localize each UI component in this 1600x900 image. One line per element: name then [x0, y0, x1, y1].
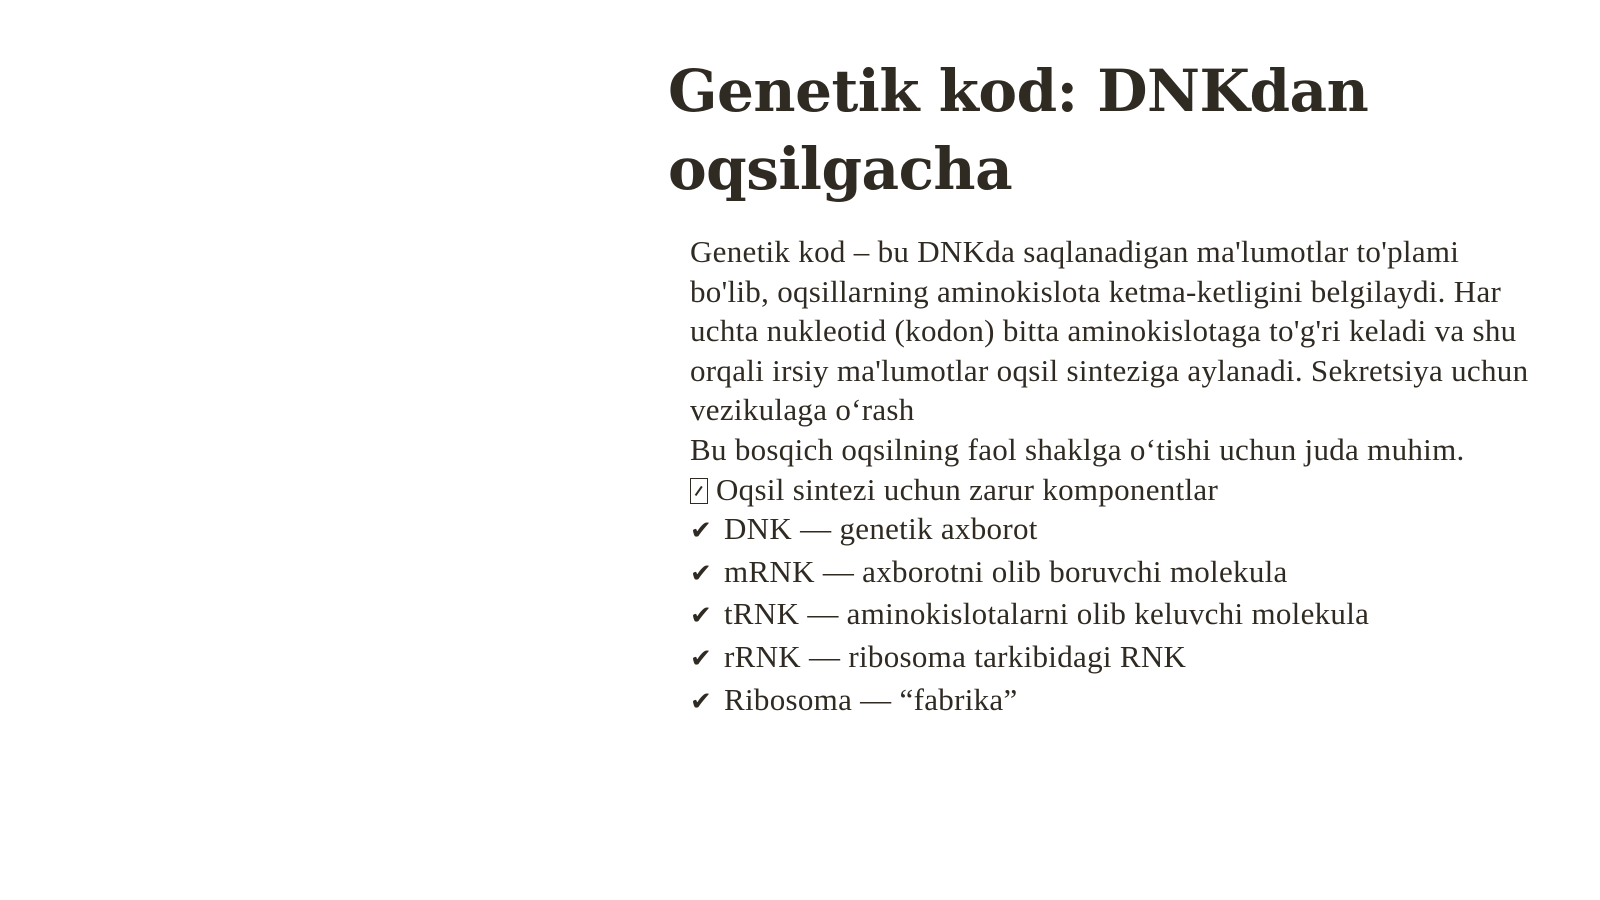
- check-icon: ✔: [690, 686, 713, 717]
- component-item-label: rRNK — ribosoma tarkibidagi RNK: [724, 638, 1187, 674]
- component-item-rrnk: [690, 637, 1530, 680]
- body-paragraph-2: Bu bosqich oqsilning faol shaklga o‘tishi uchun juda muhim.: [690, 431, 1465, 467]
- component-item-label: DNK — genetik axborot: [724, 511, 1038, 547]
- component-item-trnk: [690, 594, 1530, 637]
- component-item-dnk: [690, 509, 1530, 552]
- component-item-label: Ribosoma — “fabrika”: [724, 681, 1018, 717]
- components-heading-label: Oqsil sintezi uchun zarur komponentlar: [716, 471, 1219, 507]
- check-icon: ✔: [690, 643, 713, 674]
- component-item-mrnk: [690, 552, 1530, 595]
- missing-glyph-box-icon: [690, 478, 708, 504]
- slide-body: [690, 232, 1530, 722]
- body-paragraph-1: Genetik kod – bu DNKda saqlanadigan ma'lumotlar to'plami bo'lib, oqsillarning aminokislota ketma-ketligini belgilaydi. Har uchta nukleotid (kodon) bitta aminokislotaga to'g'ri keladi va shu orqali irsiy ma'lumotlar oqsil sinteziga aylanadi. Sekretsiya uchun vezikulaga o‘rash: [690, 234, 1529, 428]
- check-icon: ✔: [690, 558, 713, 589]
- slide-title: Genetik kod: DNKdan oqsilgacha: [668, 57, 1369, 203]
- components-heading: [690, 470, 1530, 510]
- component-item-ribosoma: [690, 680, 1530, 723]
- check-icon: ✔: [690, 601, 713, 632]
- component-item-label: tRNK — aminokislotalarni olib keluvchi molekula: [724, 596, 1370, 632]
- check-icon: ✔: [690, 516, 713, 547]
- component-item-label: mRNK — axborotni olib boruvchi molekula: [724, 553, 1288, 589]
